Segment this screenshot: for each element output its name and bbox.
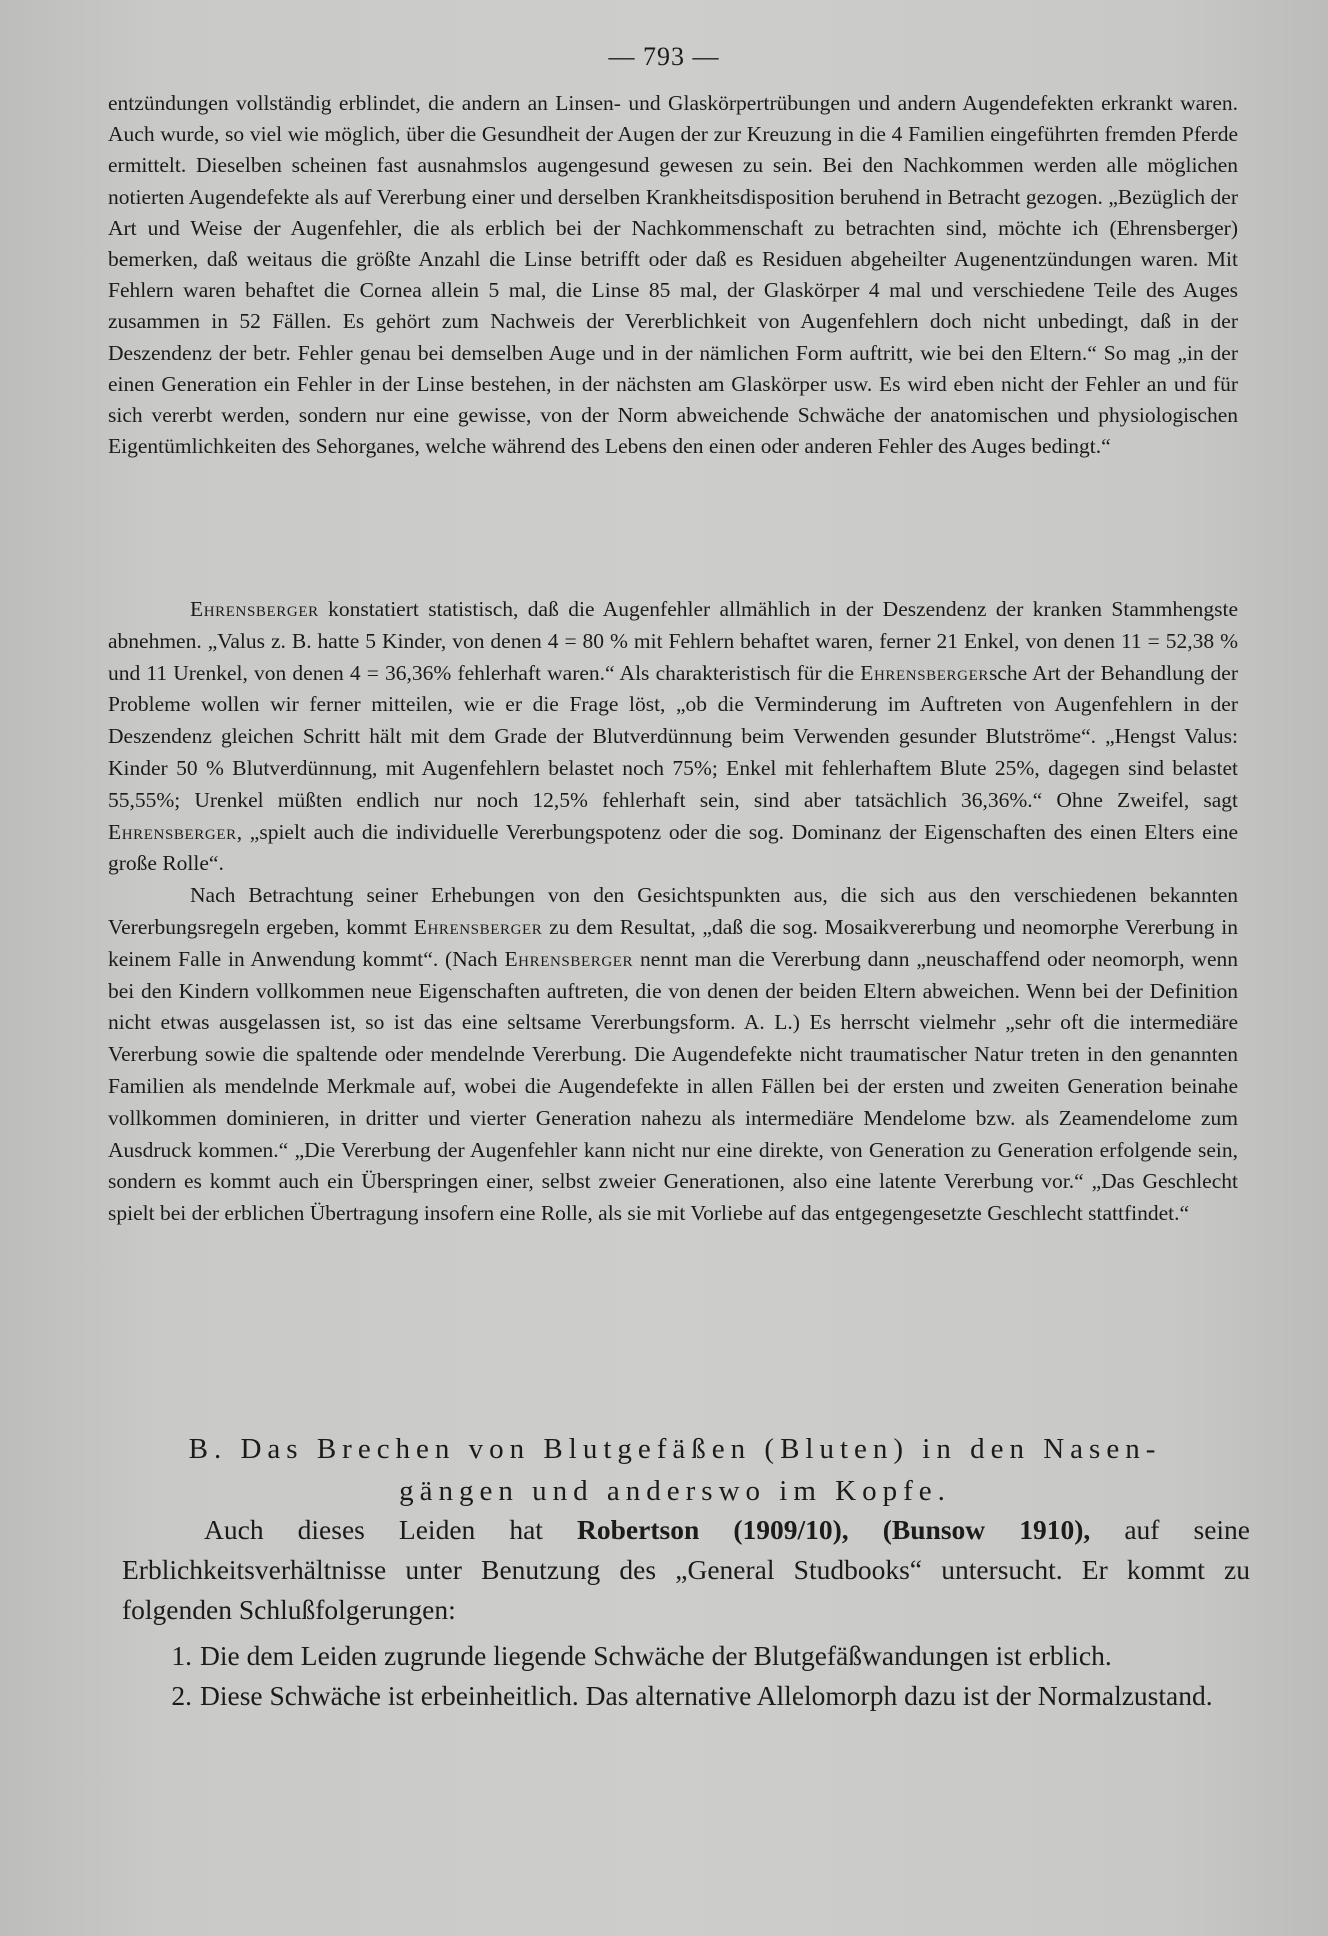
- section-b-body: [122, 1510, 1250, 1716]
- page-number: — 793 —: [608, 42, 720, 71]
- author-name: Ehrensberger: [504, 946, 634, 971]
- heredity-rules-paragraph: [108, 880, 1238, 1230]
- section-heading-line-1: B. Das Brechen von Blutgefäßen (Bluten) in den Nasen-: [188, 1433, 1162, 1465]
- section-heading: [120, 1428, 1230, 1512]
- section-b-intro-paragraph: [122, 1510, 1250, 1630]
- section-heading-line-2: gängen und anderswo im Kopfe.: [399, 1475, 951, 1507]
- statistics-paragraph-block: [108, 594, 1238, 1230]
- text-run: Nach Betrachtung seiner Erhebungen von den Gesichtspunkten aus, die sich aus den verschiedenen bekannten Vererbungsregeln ergeben, kommt: [108, 883, 1238, 939]
- list-item-number: 2.: [171, 1680, 192, 1711]
- author-name: Ehrensberger: [860, 660, 989, 685]
- list-item: [122, 1676, 1250, 1716]
- text-run: , „spielt auch die individuelle Vererbungspotenz oder die sog. Dominanz der Eigenschaften des einen Elters eine große Rolle“.: [108, 819, 1238, 876]
- text-run: nennt man die Vererbung dann „neuschaffend oder neomorph, wenn bei den Kindern vollkommen neue Eigenschaften auftreten, die von denen der beiden Eltern abweichen. Wenn bei der Definition nicht etwas ausgelassen ist, so ist das eine seltsame Vererbungsform. A. L.) Es herrscht vielmehr „sehr oft die intermediäre Vererbung sowie die spaltende oder mendelnde Vererbung. Die Augendefekte nicht traumatischer Natur treten in den genannten Familien als mendelnde Merkmale auf, wobei die Augendefekte in allen Fällen bei der ersten und zweiten Generation beinahe vollkommen dominieren, in dritter und vierter Generation nahezu als intermediäre Mendelome bzw. als Zeamendelome zum Ausdruck kommen.“ „Die Vererbung der Augenfehler kann nicht nur eine direkte, von Generation zu Generation erfolgende sein, sondern es kommt auch ein Überspringen einer, selbst zweier Generationen, also eine latente Vererbung vor.“ „Das Geschlecht spielt bei der erblichen Übertragung insofern eine Rolle, als sie mit Vorliebe auf das entgegengesetzte Geschlecht stattfindet.“: [108, 946, 1238, 1226]
- author-name: Ehrensberger: [413, 914, 543, 939]
- continued-paragraph: entzündungen vollständig erblindet, die andern an Linsen- und Glaskörpertrübungen und andern Augendefekten erkrankt waren. Auch wurde, so viel wie möglich, über die Gesundheit der Augen der zur Kreuzung in die 4 Familien eingeführten fremden Pferde ermittelt. Dieselben scheinen fast ausnahmslos augengesund gewesen zu sein. Bei den Nachkommen werden alle möglichen notierten Augendefekte als auf Vererbung einer und derselben Krankheitsdisposition beruhend in Betracht gezogen. „Bezüglich der Art und Weise der Augenfehler, die als erblich bei der Nachkommenschaft zu betrachten sind, möchte ich (Ehrensberger) bemerken, daß weitaus die größte Anzahl die Linse betrifft oder daß es Residuen abgeheilter Augenentzündungen waren. Mit Fehlern waren behaftet die Cornea allein 5 mal, die Linse 85 mal, der Glaskörper 4 mal und verschiedene Teile des Auges zusammen in 52 Fällen. Es gehört zum Nachweis der Vererblichkeit von Augenfehlern doch nicht unbedingt, daß in der Deszendenz der betr. Fehler genau bei demselben Auge und in der nämlichen Form auftritt, wie bei den Eltern.“ So mag „in der einen Generation ein Fehler in der Linse bestehen, in der nächsten am Glaskörper usw. Es wird eben nicht der Fehler an und für sich vererbt werden, sondern nur eine gewisse, von der Norm abweichende Schwäche der anatomischen und physiologischen Eigentümlichkeiten des Sehorganes, welche während des Lebens den einen oder anderen Fehler des Auges bedingt.“: [108, 91, 1238, 459]
- author-name: Ehrensberger: [190, 597, 319, 621]
- text-run: konstatiert statistisch, daß die Augenfehler allmählich in der Deszendenz der kranken Stammhengste abnehmen. „Valus z. B. hatte 5 Kinder, von denen 4 = 80 % mit Fehlern behaftet waren, ferner 21 Enkel, von denen 11 = 52,38 % und 11 Urenkel, von denen 4 = 36,36% fehlerhaft waren.“ Als charakteristisch für die: [108, 597, 1238, 685]
- statistics-paragraph: [108, 594, 1238, 880]
- conclusions-list: [122, 1636, 1250, 1716]
- text-run: zu dem Resultat, „daß die sog. Mosaikvererbung und neomorphe Vererbung in keinem Falle in Anwendung kommt“. (Nach: [108, 914, 1238, 971]
- list-item: [122, 1636, 1250, 1676]
- list-item-text: Diese Schwäche ist erbeinheitlich. Das alternative Allelomorph dazu ist der Normalzustand.: [200, 1680, 1213, 1711]
- list-item-number: 1.: [171, 1640, 192, 1671]
- text-run: sche Art der Behandlung der Probleme wollen wir ferner mitteilen, wie er die Frage löst, „ob die Verminderung im Auftreten von Augenfehlern in der Deszendenz gleichen Schritt hält mit dem Grade der Blutverdünnung beim Verwenden gesunder Blutströme“. „Hengst Valus: Kinder 50 % Blutverdünnung, mit Augenfehlern belastet noch 75%; Enkel mit fehlerhaftem Blute 25%, dagegen sind belastet 55,55%; Urenkel müßten endlich nur noch 12,5% fehlerhaft sein, sind aber tatsächlich 36,36%.“ Ohne Zweifel, sagt: [108, 660, 1238, 812]
- continued-paragraph-block: [108, 88, 1238, 462]
- text-run: auf seine Erblichkeitsverhältnisse unter Benutzung des „General Studbooks“ untersucht. Er kommt zu folgenden Schlußfolgerungen:: [122, 1514, 1251, 1625]
- list-item-text: Die dem Leiden zugrunde liegende Schwäche der Blutgefäßwandungen ist erblich.: [200, 1640, 1112, 1671]
- text-run: Auch dieses Leiden hat: [204, 1514, 578, 1545]
- citation-bold: Robertson (1909/10), (Bunsow 1910),: [577, 1514, 1091, 1545]
- author-name: Ehrensberger: [108, 819, 237, 844]
